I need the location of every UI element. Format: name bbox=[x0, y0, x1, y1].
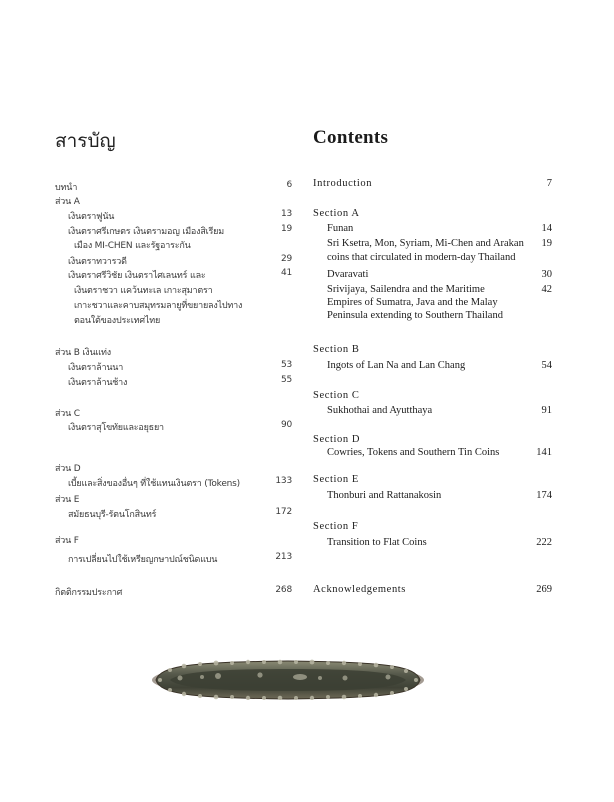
toc-entry-label[interactable]: เงินตราฟูนัน bbox=[68, 212, 115, 222]
toc-entry-page: 91 bbox=[541, 405, 552, 416]
toc-entry-label[interactable]: สมัยธนบุรี-รัตนโกสินทร์ bbox=[68, 510, 157, 520]
toc-entry-label[interactable]: เบี้ยและสิ่งของอื่นๆ ที่ใช้แทนเงินตรา (Tokens) bbox=[68, 479, 240, 489]
toc-entry-label[interactable]: Ingots of Lan Na and Lan Chang bbox=[327, 360, 466, 371]
toc-entry-label[interactable]: เงินตราศรีเกษตร เงินตรามอญ เมืองสิเรียม bbox=[68, 227, 224, 237]
toc-entry-page: 7 bbox=[546, 178, 552, 189]
toc-section-heading: ส่วน C bbox=[55, 409, 80, 419]
toc-entry-page: 14 bbox=[541, 223, 552, 234]
toc-entry-label[interactable]: Introduction bbox=[313, 178, 373, 189]
toc-entry-label[interactable]: เงินตราล้านช้าง bbox=[68, 378, 128, 388]
toc-entry-label[interactable]: Dvaravati bbox=[327, 269, 369, 280]
toc-entry-label[interactable]: การเปลี่ยนไปใช้เหรียญกษาปณ์ชนิดแบน bbox=[68, 555, 218, 565]
toc-entry-label[interactable]: Sri Ksetra, Mon, Syriam, Mi-Chen and Arakan bbox=[327, 238, 524, 249]
toc-entry-label-cont: Empires of Sumatra, Java and the Malay bbox=[327, 297, 498, 308]
toc-entry-page: 222 bbox=[536, 537, 552, 548]
toc-entry-page: 213 bbox=[275, 552, 292, 562]
toc-entry-label[interactable]: Acknowledgements bbox=[313, 584, 406, 595]
toc-section-heading: ส่วน F bbox=[55, 536, 79, 546]
toc-entry-page: 269 bbox=[536, 584, 552, 595]
thai-contents-title: สารบัญ bbox=[55, 130, 116, 152]
toc-entry-label[interactable]: Sukhothai and Ayutthaya bbox=[327, 405, 433, 416]
toc-section-heading: Section F bbox=[313, 521, 359, 532]
toc-entry-page: 19 bbox=[280, 224, 292, 234]
toc-entry-label[interactable]: บทนำ bbox=[55, 183, 78, 193]
toc-section-heading: ส่วน A bbox=[55, 197, 80, 207]
toc-entry-label[interactable]: Srivijaya, Sailendra and the Maritime bbox=[327, 284, 485, 295]
toc-entry-page: 174 bbox=[536, 490, 552, 501]
toc-entry-label[interactable]: เงินตราล้านนา bbox=[68, 363, 124, 373]
toc-entry-page: 90 bbox=[280, 420, 292, 430]
toc-section-heading: ส่วน E bbox=[55, 495, 80, 505]
toc-section-heading: ส่วน D bbox=[55, 464, 81, 474]
toc-entry-page: 6 bbox=[286, 180, 292, 190]
toc-entry-page: 54 bbox=[541, 360, 552, 371]
toc-entry-label[interactable]: เงินตราทวารวดี bbox=[68, 257, 127, 267]
toc-entry-label-cont: เงินตราชวา แคว้นทะเล เกาะสุมาตรา bbox=[74, 286, 213, 296]
toc-entry-page: 268 bbox=[275, 585, 292, 595]
toc-entry-page: 55 bbox=[280, 375, 292, 385]
toc-entry-label[interactable]: เงินตราศรีวิชัย เงินตราไศเลนทร์ และ bbox=[68, 271, 206, 281]
toc-section-heading: Section C bbox=[313, 390, 360, 401]
toc-section-heading: Section B bbox=[313, 344, 360, 355]
toc-entry-label-cont: เมือง MI-CHEN และรัฐอาระกัน bbox=[74, 241, 191, 251]
toc-entry-label[interactable]: Funan bbox=[327, 223, 354, 234]
toc-entry-label-cont: Peninsula extending to Southern Thailand bbox=[327, 310, 503, 321]
toc-entry-page: 13 bbox=[280, 209, 292, 219]
ingot-coin-image bbox=[150, 656, 426, 700]
toc-entry-page: 41 bbox=[280, 268, 292, 278]
toc-section-heading: Section A bbox=[313, 208, 360, 219]
toc-section-heading: ส่วน B เงินแท่ง bbox=[55, 348, 111, 358]
toc-entry-page: 133 bbox=[275, 476, 292, 486]
toc-entry-label[interactable]: Cowries, Tokens and Southern Tin Coins bbox=[327, 447, 500, 458]
toc-entry-label-cont: coins that circulated in modern-day Thailand bbox=[327, 252, 516, 263]
toc-entry-page: 53 bbox=[280, 360, 292, 370]
toc-entry-page: 29 bbox=[280, 254, 292, 264]
toc-entry-page: 19 bbox=[541, 238, 552, 249]
toc-entry-page: 172 bbox=[275, 507, 292, 517]
toc-section-heading: Section E bbox=[313, 474, 359, 485]
toc-section-heading: Section D bbox=[313, 434, 361, 445]
toc-entry-label-cont: ตอนใต้ของประเทศไทย bbox=[74, 316, 161, 326]
toc-entry-page: 30 bbox=[541, 269, 552, 280]
toc-entry-page: 141 bbox=[536, 447, 552, 458]
toc-entry-label[interactable]: Thonburi and Rattanakosin bbox=[327, 490, 442, 501]
toc-entry-page: 42 bbox=[541, 284, 552, 295]
toc-entry-label[interactable]: Transition to Flat Coins bbox=[327, 537, 427, 548]
toc-entry-label[interactable]: เงินตราสุโขทัยและอยุธยา bbox=[68, 423, 164, 433]
toc-entry-label[interactable]: กิตติกรรมประกาศ bbox=[55, 588, 123, 598]
english-contents-title: Contents bbox=[313, 127, 389, 148]
toc-entry-label-cont: เกาะชวาและคาบสมุทรมลายูที่ขยายลงไปทาง bbox=[74, 301, 243, 311]
